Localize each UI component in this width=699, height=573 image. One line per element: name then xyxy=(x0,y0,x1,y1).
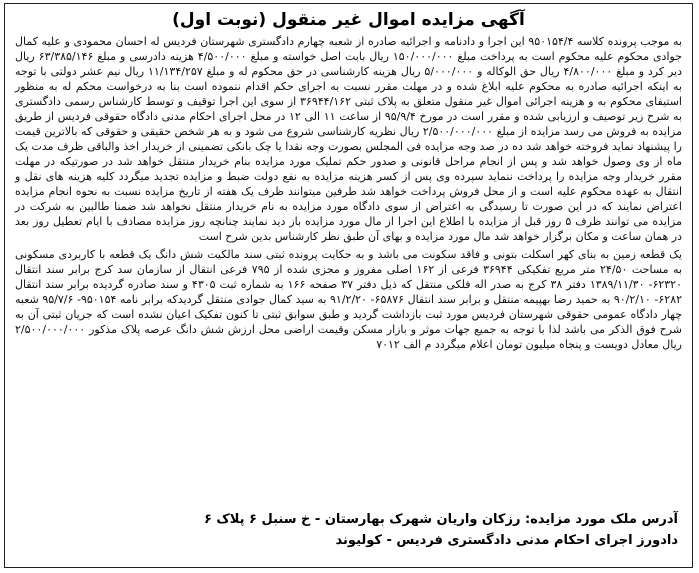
notice-frame xyxy=(4,3,693,568)
notice-title: آگهی مزایده اموال غیر منقول (نوبت اول) xyxy=(172,10,525,30)
notice-footer xyxy=(204,509,678,551)
bailiff-signature: دادورز اجرای احکام مدنی دادگستری فردیس - کولیوند xyxy=(335,533,678,548)
notice-paragraph-property: یک قطعه زمین به بنای کهر اسکلت بتونی و فاقد سکونت می باشد و به حکایت پرونده ثبتی سند مالکیت شش دانگ یک قطعه با کاربردی مسکونی به مساحت ۲۴/۵۰ متر مربع تفکیکی ۳۶۹۴۴ فرعی از ۱۶۲ اصلی مفروز و مجزی شده از ۷۹۵ فرعی انتقال از سازمان سد کرج برابر سند انتقال ۶۲۳۲۰- ۱۳۸۹/۱۱/۳۰ دفتر ۳۸ کرج به صدر اله فلکی منتقل که ذیل دفتر ۳۷ صفحه ۱۶۶ به شماره ثبت ۴۳۰۵ و سند صادره گردیده برابر سند انتقال ۶۲۸۲- ۹۰/۲/۱۰ به حمید رضا بهپیمه منتقل و برابر سند انتقال ۶۵۸۷۶- ۹۱/۲/۲۰ به سید کمال جوادی منتقل گردیدکه برابر نامه ۹۵۰۱۵۴- ۹۵/۷/۶ شعبه چهار دادگاه عمومی حقوقی شهرستان فردیس مورد ثبت بازداشت گردید و طبق سوابق ثبتی تا کنون تفکیک اعیان نشده است که جریان ثبتی آن به شرح فوق الذکر می باشد لذا با توجه به جمیع جهات موثر و بازار مسکن وقیمت اراضی محل ارزش شش دانگ عرصه پلاک مذکور ۲/۵۰۰/۰۰۰/۰۰۰ ریال معادل دویست و پنجاه میلیون تومان اعلام میگردد م الف ۷۰۱۲ xyxy=(15,248,683,351)
property-address: آدرس ملک مورد مزایده: رزکان واریان شهرک بهارستان - خ سنبل ۶ پلاک ۶ xyxy=(203,512,678,527)
notice-body xyxy=(15,34,682,352)
notice-paragraph-main: به موجب پرونده کلاسه ۹۵۰۱۵۴/۴ این اجرا و دادنامه و اجرائیه صادره از شعبه چهارم دادگستری شهرستان فردیس له احسان محمودی و علیه کمال جوادی محکوم علیه محکوم است به پرداخت مبلغ ۱۵۰/۰۰۰/۰۰۰ ریال بابت اصل خواسته و مبلغ ۴/۵۰۰/۰۰۰ هزینه دادرسی و مبلغ ۶۳/۳۸۵/۱۴۶ ریال دیر کرد و مبلغ ۴/۸۰۰/۰۰۰ ریال حق الوکاله و ۵/۰۰۰/۰۰۰ ریال هزینه کارشناسی در حق محکوم له و مبلغ ۱۱/۱۳۴/۲۵۷ ریال نیم عشر دولتی با توجه به اینکه اجرائیه صادره به محکوم علیه ابلاغ شده و در مهلت مقرر نسبت به اجرای حکم اقدام ننموده است بنا به درخواست محکم له به منظور استیفای محکوم به و هزینه اجرائی اموال غیر منقول متعلق به پلاک ثبتی ۳۶۹۴۴/۱۶۲ از سوی این اجرا توقیف و توسط کارشناس رسمی دادگستری به شرح زیر توصیف و ارزیابی شده و مقرر است در مورخ ۹۵/۹/۴ از ساعت ۱۱ الی ۱۲ در محل اجرای احکام مدنی دادگاه حقوقی فردیس از طریق مزایده به فروش می رسد مزایده از مبلغ ۲/۵۰۰/۰۰۰/۰۰۰ ریال نظریه کارشناسی شروع می شود و به هر شخص حقیقی و حقوقی که بالاترین قیمت را پیشنهاد نماید فروخته خواهد شد ده در صد وجه مزایده فی المجلس بصورت وجه نقدا یا چک بانکی تضمینی از خریدار اخذ والباقی ظرف مدت یک ماه از وی وصول خواهد شد و پس از انجام مراحل قانونی و صدور حکم تملیک مورد مزایده بنام خریدار منتقل خواهد شد در صورتیکه در مهلت مقرر خریدار وجه مزایده را پرداخت ننماید سپرده وی پس از کسر هزینه مزایده به نفع دولت ضبط و مزایده تجدید میگردد کلیه هزینه های نقل و انتقال به عهده محکوم علیه است و از محل فروش پرداخت خواهد شد طرفین میتوانند ظرف یک هفته از تاریخ مزایده نسبت به نحوه انجام مزایده اعتراض نمایند که در این صورت تا رسیدگی به اعتراض از سوی دادگاه مورد مزایده به نام خریدار منتقل نخواهد شد ضمنا طالبین به شرکت در مزایده می توانند ظرف ۵ روز قبل از مزایده با اطلاع این اجرا از مال مورد مزایده باز دید نمایند چنانچه روز مزایده مصادف با ایام تعطیل روز بعد در همان ساعت و مکان برگزار خواهد شد مال مورد مزایده و بهای آن طبق نظر کارشناس بدین شرح است xyxy=(15,35,682,243)
